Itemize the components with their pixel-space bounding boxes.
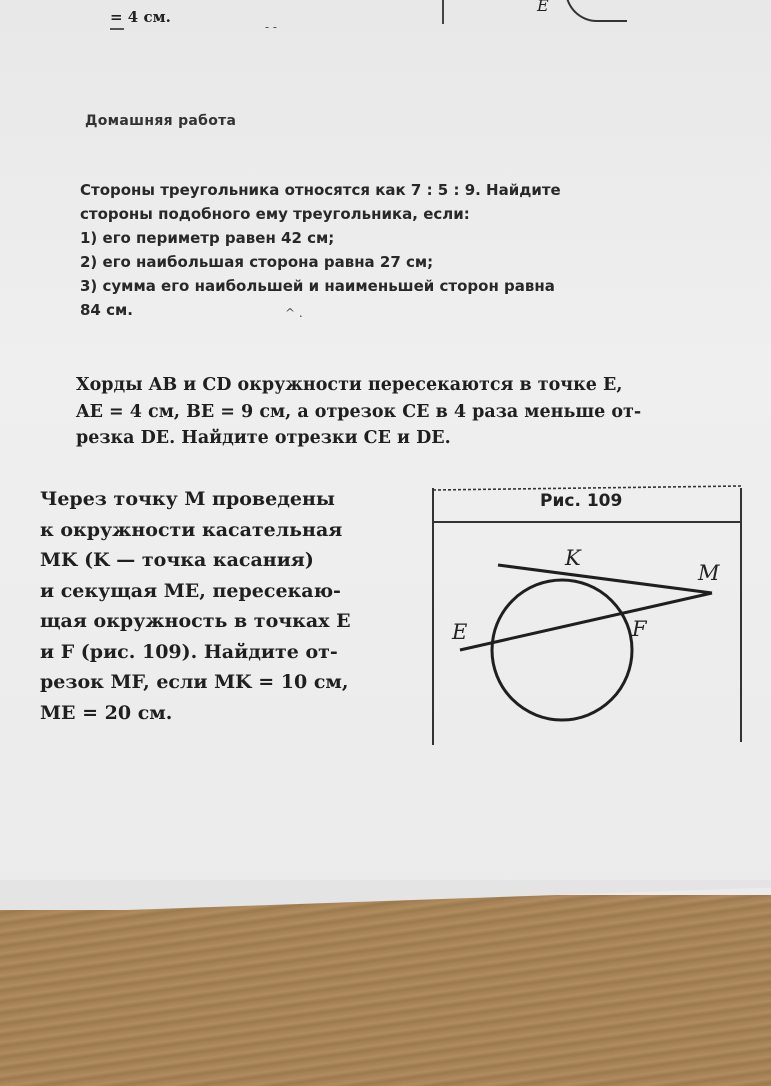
problem-3-line: Через точку M проведены: [40, 488, 335, 510]
stray-marks: - -: [265, 20, 277, 34]
problem-3-line: ME = 20 см.: [40, 701, 173, 724]
point-f-label: F: [632, 617, 647, 641]
point-k-label: K: [565, 546, 581, 570]
problem-3-line: щая окружность в точках E: [40, 610, 351, 632]
point-e-label: E: [452, 620, 468, 644]
wooden-desk: [0, 895, 771, 1086]
circle: [492, 580, 632, 720]
top-figure-letter: E: [537, 0, 549, 15]
top-dash-mark: [110, 28, 124, 30]
problem-2-line: AE = 4 см, BE = 9 см, а отрезок CE в 4 раза меньше от-: [76, 401, 642, 422]
problem-1-line: 2) его наибольшая сторона равна 27 см;: [80, 253, 434, 271]
problem-1-text: [80, 178, 561, 322]
problem-2-line: Хорды AB и CD окружности пересекаются в точке E,: [76, 375, 623, 395]
figure-109-drawing: [428, 480, 758, 755]
figure-109: [428, 480, 758, 755]
stray-marks: ^ .: [285, 306, 303, 320]
problem-2-text: [76, 372, 641, 452]
problem-1-line: 84 см.: [80, 301, 133, 319]
figure-caption: Рис. 109: [540, 491, 623, 511]
homework-heading: Домашняя работа: [85, 113, 237, 129]
figure-frame-top: [433, 486, 741, 490]
problem-1-line: 1) его периметр равен 42 см;: [80, 229, 335, 247]
problem-1-line: Стороны треугольника относятся как 7 : 5 : 9. Найдите: [80, 181, 561, 199]
problem-2-line: резка DE. Найдите отрезки CE и DE.: [76, 428, 451, 448]
problem-1-line: 3) сумма его наибольшей и наименьшей сторон равна: [80, 277, 555, 295]
top-vertical-rule: [442, 0, 444, 24]
problem-3-text: [40, 484, 351, 728]
problem-1-line: стороны подобного ему треугольника, если:: [80, 205, 470, 223]
problem-3-line: к окружности касательная: [40, 518, 343, 541]
paper-edge: [0, 880, 771, 910]
point-m-label: M: [698, 561, 720, 585]
problem-3-line: и секущая ME, пересекаю-: [40, 579, 341, 602]
problem-3-line: и F (рис. 109). Найдите от-: [40, 640, 338, 663]
problem-3-line: MK (K — точка касания): [40, 549, 314, 571]
previous-answer-line: = 4 см.: [110, 8, 171, 26]
problem-3-line: резок MF, если MK = 10 см,: [40, 671, 349, 693]
